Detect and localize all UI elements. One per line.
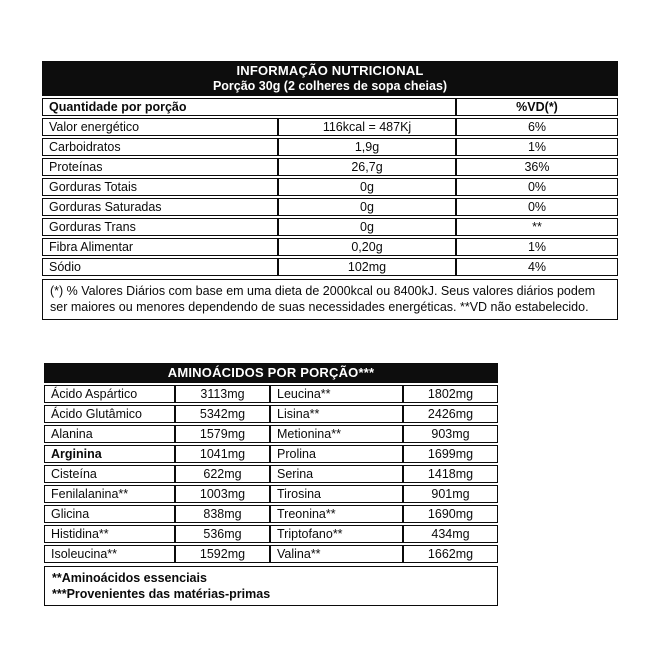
amino-name: Serina xyxy=(270,465,403,483)
nutrient-name: Fibra Alimentar xyxy=(42,238,278,256)
amino-name: Alanina xyxy=(44,425,175,443)
nutrient-amount: 26,7g xyxy=(278,158,456,176)
amino-value: 1662mg xyxy=(403,545,498,563)
amino-acids-table xyxy=(44,361,498,606)
nutrient-row xyxy=(42,158,618,176)
amino-name: Lisina** xyxy=(270,405,403,423)
nutrient-row xyxy=(42,258,618,276)
nutrition-subtitle: Porção 30g (2 colheres de sopa cheias) xyxy=(212,79,448,93)
amino-row xyxy=(44,525,498,543)
amino-title-cell xyxy=(44,363,498,383)
amino-value: 1802mg xyxy=(403,385,498,403)
amino-name: Fenilalanina** xyxy=(44,485,175,503)
nutrient-dv: 36% xyxy=(456,158,618,176)
amino-name: Valina** xyxy=(270,545,403,563)
daily-values-footnote: (*) % Valores Diários com base em uma dieta de 2000kcal ou 8400kJ. Seus valores diários podem ser maiores ou menores dependendo de suas necessidades energéticas. **VD não estabelecido. xyxy=(42,279,618,320)
nutrient-row xyxy=(42,118,618,136)
nutrient-name: Sódio xyxy=(42,258,278,276)
nutrient-amount: 0g xyxy=(278,218,456,236)
amino-value: 1690mg xyxy=(403,505,498,523)
amino-row xyxy=(44,505,498,523)
nutrient-name: Proteínas xyxy=(42,158,278,176)
nutrient-name: Gorduras Trans xyxy=(42,218,278,236)
nutrient-dv: 6% xyxy=(456,118,618,136)
amino-footnotes xyxy=(44,566,498,606)
amino-title-row xyxy=(44,363,498,383)
amino-name: Leucina** xyxy=(270,385,403,403)
amino-name: Metionina** xyxy=(270,425,403,443)
nutrient-dv: 4% xyxy=(456,258,618,276)
amino-value: 2426mg xyxy=(403,405,498,423)
amino-row xyxy=(44,445,498,463)
nutrient-row xyxy=(42,178,618,196)
nutrient-amount: 116kcal = 487Kj xyxy=(278,118,456,136)
amino-name: Glicina xyxy=(44,505,175,523)
amino-value: 1699mg xyxy=(403,445,498,463)
nutrient-row xyxy=(42,198,618,216)
amino-name: Histidina** xyxy=(44,525,175,543)
nutrient-amount: 0g xyxy=(278,198,456,216)
amino-value: 536mg xyxy=(175,525,270,543)
amino-row xyxy=(44,465,498,483)
column-header-row xyxy=(42,98,618,116)
amino-value: 838mg xyxy=(175,505,270,523)
amino-row xyxy=(44,385,498,403)
nutrient-name: Gorduras Totais xyxy=(42,178,278,196)
amino-name: Treonina** xyxy=(270,505,403,523)
amino-value: 1418mg xyxy=(403,465,498,483)
amino-value: 1592mg xyxy=(175,545,270,563)
amino-table xyxy=(44,361,498,565)
nutrient-row xyxy=(42,218,618,236)
nutrition-title-row xyxy=(42,61,618,96)
daily-value-header: %VD(*) xyxy=(456,98,618,116)
amino-value: 434mg xyxy=(403,525,498,543)
amino-row xyxy=(44,485,498,503)
amino-value: 1579mg xyxy=(175,425,270,443)
raw-material-footnote: ***Provenientes das matérias-primas xyxy=(52,587,271,601)
nutrient-dv: 1% xyxy=(456,138,618,156)
amino-name: Ácido Aspártico xyxy=(44,385,175,403)
quantity-per-serving-header: Quantidade por porção xyxy=(42,98,456,116)
amino-value: 1003mg xyxy=(175,485,270,503)
nutrition-table xyxy=(42,59,618,278)
amino-row xyxy=(44,405,498,423)
amino-name: Tirosina xyxy=(270,485,403,503)
nutrient-name: Carboidratos xyxy=(42,138,278,156)
nutrient-amount: 102mg xyxy=(278,258,456,276)
nutrient-amount: 0g xyxy=(278,178,456,196)
amino-value: 1041mg xyxy=(175,445,270,463)
nutrient-row xyxy=(42,238,618,256)
amino-name: Ácido Glutâmico xyxy=(44,405,175,423)
amino-row xyxy=(44,425,498,443)
nutrient-name: Valor energético xyxy=(42,118,278,136)
amino-value: 5342mg xyxy=(175,405,270,423)
amino-name: Arginina xyxy=(44,445,175,463)
nutrient-amount: 0,20g xyxy=(278,238,456,256)
amino-value: 622mg xyxy=(175,465,270,483)
nutrition-facts-table xyxy=(42,59,618,320)
nutrient-amount: 1,9g xyxy=(278,138,456,156)
amino-name: Cisteína xyxy=(44,465,175,483)
nutrition-title-cell xyxy=(42,61,618,96)
nutrient-dv: 1% xyxy=(456,238,618,256)
nutrient-dv: 0% xyxy=(456,178,618,196)
nutrient-row xyxy=(42,138,618,156)
nutrient-dv: ** xyxy=(456,218,618,236)
amino-title: AMINOÁCIDOS POR PORÇÃO*** xyxy=(167,365,375,380)
essential-amino-footnote: **Aminoácidos essenciais xyxy=(52,571,207,585)
amino-value: 3113mg xyxy=(175,385,270,403)
nutrient-name: Gorduras Saturadas xyxy=(42,198,278,216)
amino-value: 901mg xyxy=(403,485,498,503)
nutrient-dv: 0% xyxy=(456,198,618,216)
amino-value: 903mg xyxy=(403,425,498,443)
amino-name: Isoleucina** xyxy=(44,545,175,563)
amino-name: Prolina xyxy=(270,445,403,463)
nutrition-title: INFORMAÇÃO NUTRICIONAL xyxy=(236,63,424,78)
amino-name: Triptofano** xyxy=(270,525,403,543)
amino-row xyxy=(44,545,498,563)
